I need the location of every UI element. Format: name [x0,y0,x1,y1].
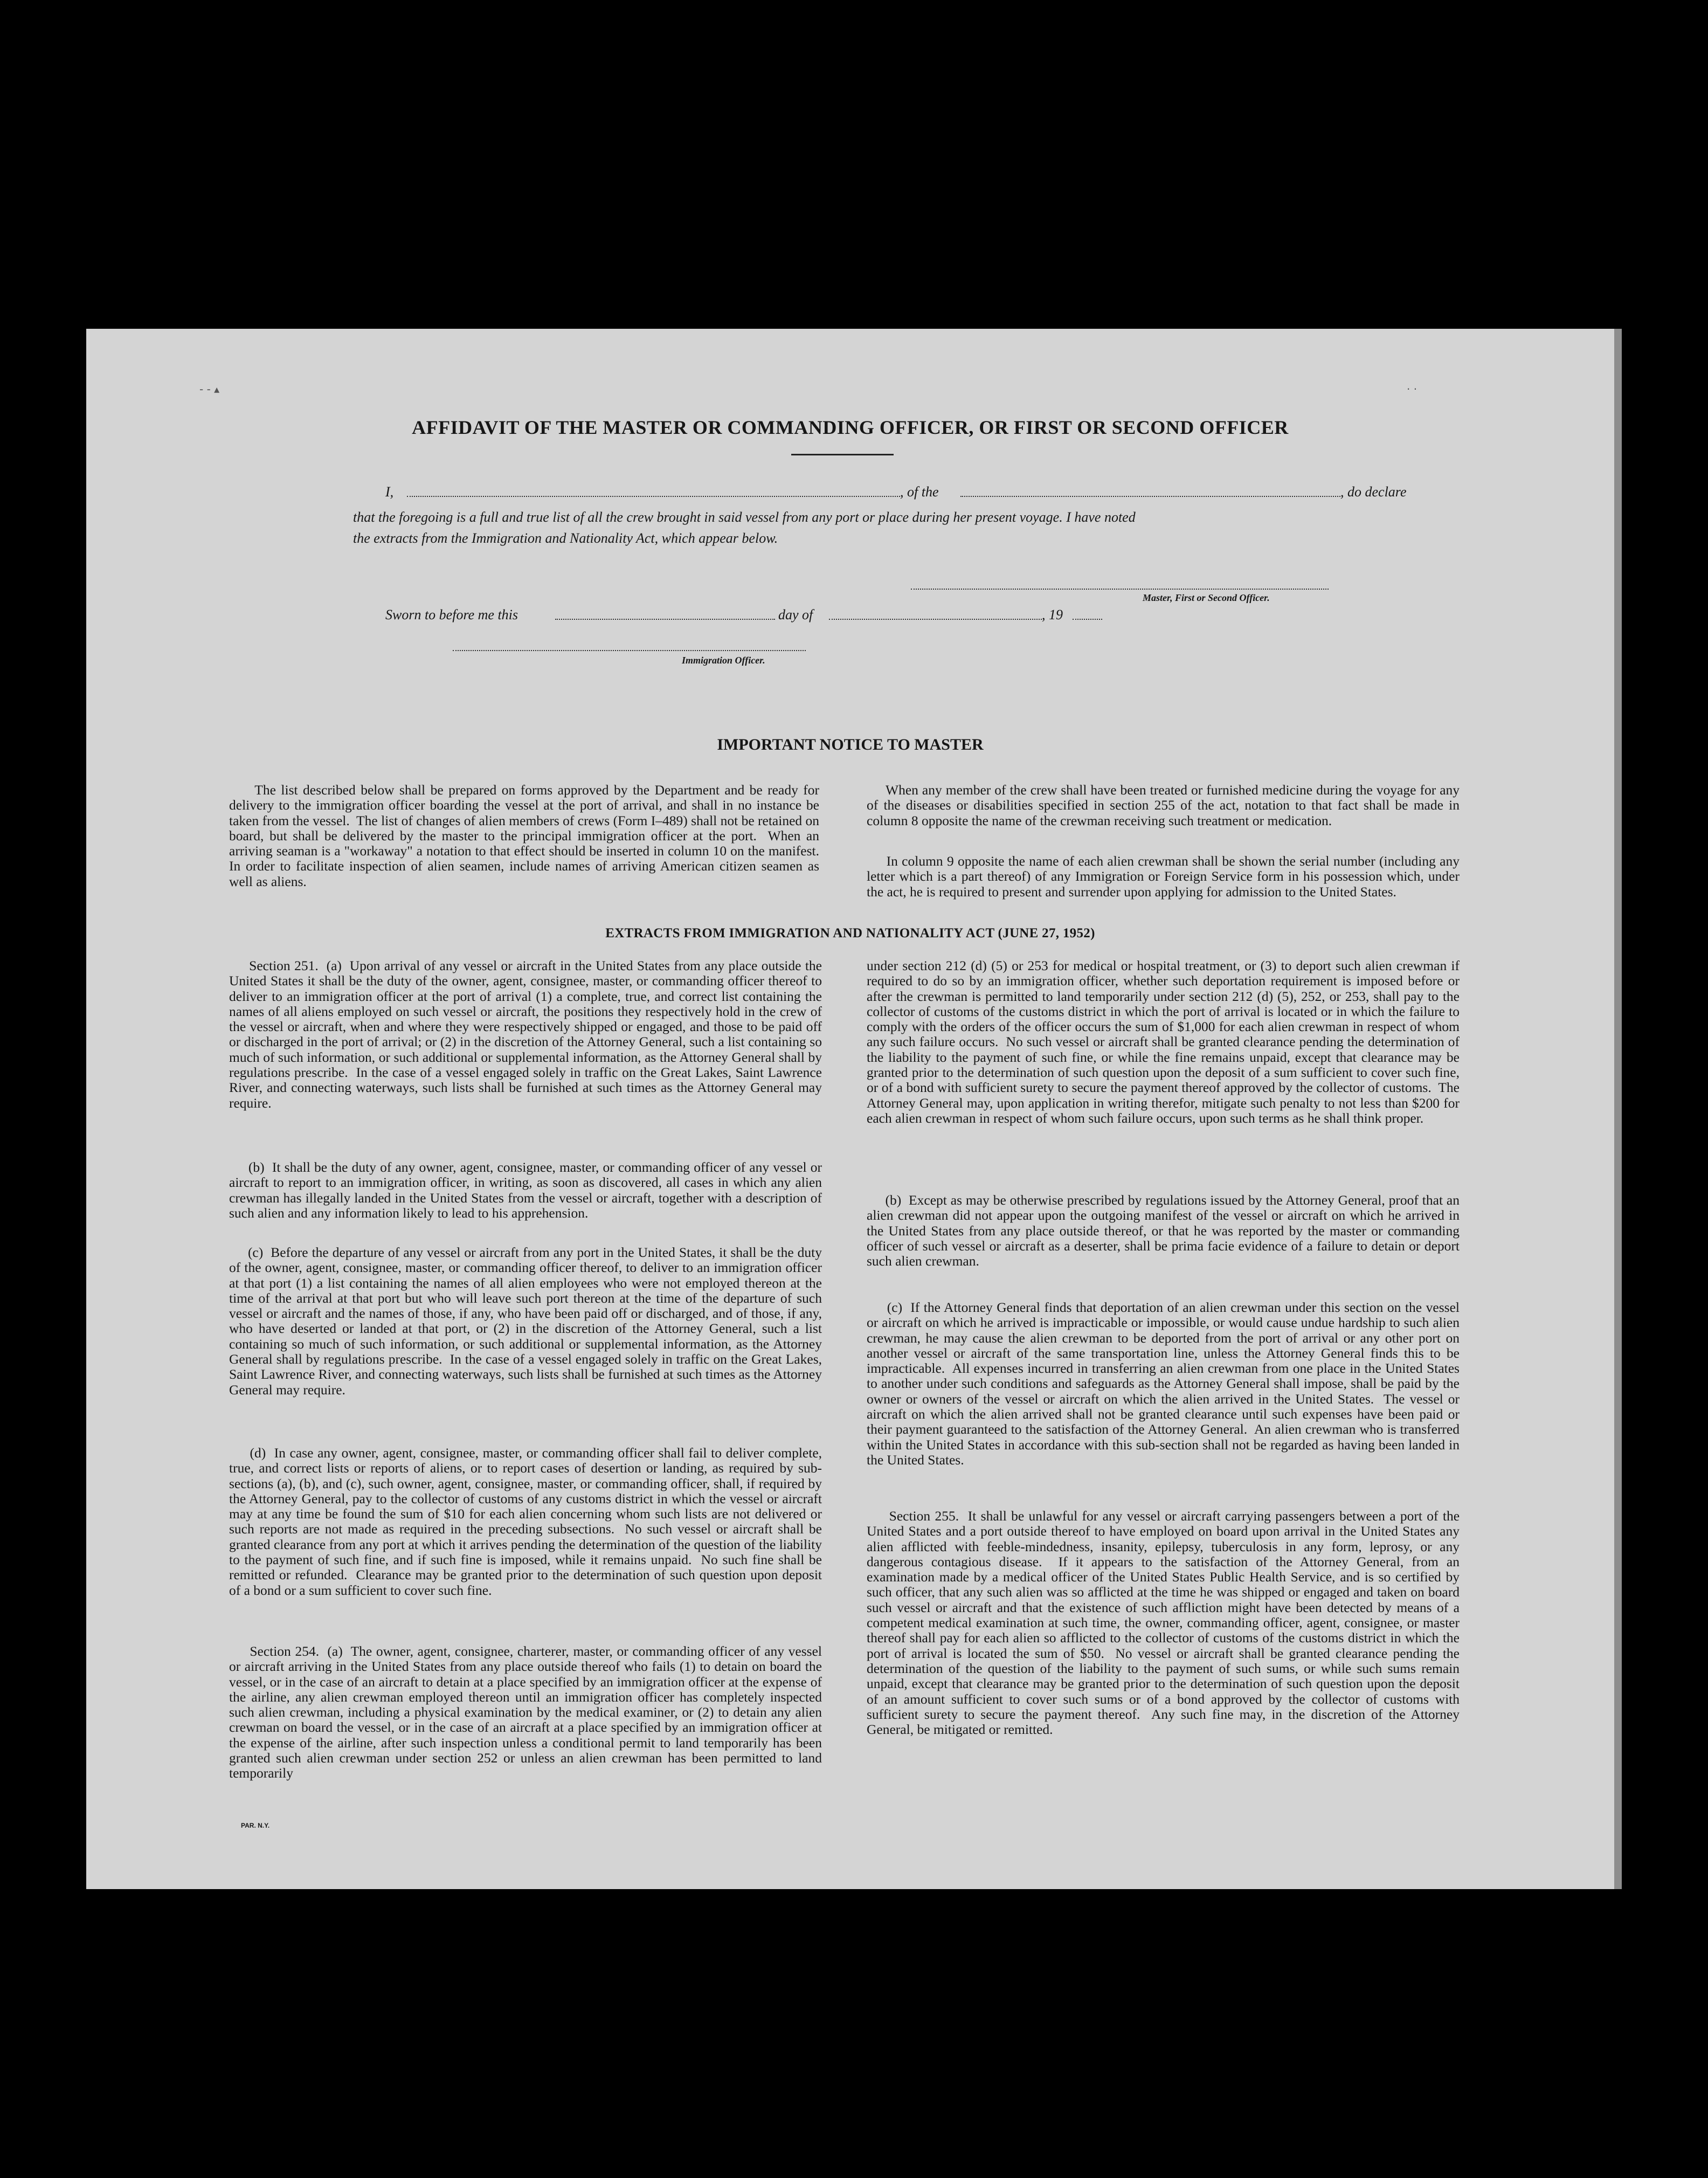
section-255: Section 255. It shall be unlawful for any vessel or aircraft carrying passengers between a port of the United States and a port outside thereof to have employed on board upon arrival in the United States any alien afflicted with feeble-mindedness, insanity, epilepsy, tuberculosis in any form, leprosy, or any dangerous contagious disease. If it appears to the satisfaction of the Attorney General, from an examination made by a medical officer of the United States Public Health Service, and is so certified by such officer, that any such alien was so afflicted at the time he was shipped or engaged and taken on board such vessel or aircraft and that the existence of such affliction might have been detected by means of a competent medical examination at such time, the owner, commanding officer, agent, consignee, or master thereof shall pay for each alien so afflicted to the collector of customs of the customs district in which the port of arrival is located the sum of $50. No vessel or aircraft shall be granted clearance pending the determination of the question of the liability to the payment of such sums, or while such sums remain unpaid, except that clearance may be granted prior to the determination of such question upon the deposit of an amount sufficient to cover such sums or of a bond approved by the collector of customs with sufficient surety to secure the payment thereof. Any such fine may, in the discretion of the Attorney General, be mitigated or remitted. [867,1508,1463,1738]
section-254a-continued: under section 212 (d) (5) or 253 for medical or hospital treatment, or (3) to deport such alien crewman if required to do so by an immigration officer, whether such deportation requirement is imposed before or after the crewman is permitted to land temporarily under section 212 (d) (5), 252, or 253, shall pay to the collector of customs of the customs district in which the port of arrival is located or in which the failure to comply with the orders of the officer occurs the sum of $1,000 for each alien crewman in respect of whom any such failure occurs. No such vessel or aircraft shall be granted clearance pending the determination of the liability to the payment of such fine, or while the fine remains unpaid, except that clearance may be granted prior to the determination of such question upon the deposit of a sum sufficient to cover such fine, or of a bond with sufficient surety to secure the payment thereof approved by the collector of customs. The Attorney General may, upon application in writing therefor, mitigate such penalty to not less than $200 for each alien crewman in respect of whom such failure occurs, upon such terms as he shall think proper. [867,958,1463,1126]
sworn-month-blank[interactable] [829,619,1042,620]
affidavit-of-the: , of the [900,484,939,500]
printer-mark: PAR. N.Y. [241,1822,270,1829]
master-signature-line[interactable] [911,589,1329,590]
page-edge [1614,329,1622,1889]
section-251a: Section 251. (a) Upon arrival of any vessel or aircraft in the United States from any place outside the United States it shall be the duty of the owner, agent, consignee, master, or commanding officer thereof to deliver to an immigration officer at the port of arrival (1) a complete, true, and correct list containing the names of all aliens employed on such vessel or aircraft, the positions they respectively hold in the crew of the vessel or aircraft, when and where they were respectively shipped or engaged, and those to be paid off or discharged in the port of arrival; or (2) in the discretion of the Attorney General, such a list containing so much of such information, or such additional or supplemental information, as the Attorney General shall by regulations prescribe. In the case of a vessel engaged solely in traffic on the Great Lakes, Saint Lawrence River, and connecting waterways, such lists shall be furnished at such times as the Attorney General may require. [229,958,826,1111]
document-page [86,329,1614,1889]
master-caption: Master, First or Second Officer. [1143,592,1270,603]
affidavit-do-declare: , do declare [1340,484,1407,500]
corner-mark-left: - - ▴ [199,383,220,396]
year-blank[interactable] [1073,619,1102,620]
day-of-text: day of [778,607,813,623]
notice-right-1: When any member of the crew shall have been treated or furnished medicine during the voyage for any of the diseases or disabilities specified in section 255 of the act, notation to that fact shall be made in column 8 opposite the name of the crewman receiving such treatment or medication. [867,782,1463,828]
affidavit-line-3: the extracts from the Immigration and Nationality Act, which appear below. [353,530,778,546]
officer-signature-line[interactable] [453,650,806,651]
vessel-blank[interactable] [960,496,1340,497]
notice-left: The list described below shall be prepared on forms approved by the Department and be ready for delivery to the immigration officer boarding the vessel at the port of arrival, and shall in no instance be taken from the vessel. The list of changes of alien members of crews (Form I–489) shall not be retained on board, but shall be delivered by the master to the principal immigration officer at the port. When an arriving seaman is a "workaway" a notation to that effect should be inserted in column 10 on the manifest. In order to facilitate inspection of alien seamen, include names of arriving American citizen seamen as well as aliens. [229,782,826,889]
corner-mark-right: · · [1407,383,1417,396]
extracts-heading: EXTRACTS FROM IMMIGRATION AND NATIONALITY ACT (JUNE 27, 1952) [605,926,1095,941]
year-text: , 19 [1042,607,1063,623]
notice-title: IMPORTANT NOTICE TO MASTER [717,736,984,753]
section-254b: (b) Except as may be otherwise prescribed by regulations issued by the Attorney General, proof that an alien crewman did not appear upon the outgoing manifest of the vessel or aircraft on which he arrived in the United States from any place outside thereof, or that he was reported by the master or commanding officer of such vessel or aircraft as a deserter, shall be prima facie evidence of a failure to detain or deport such alien crewman. [867,1192,1463,1269]
section-251d: (d) In case any owner, agent, consignee, master, or commanding officer shall fail to deliver complete, true, and correct lists or reports of aliens, or to report cases of desertion or landing, as required by sub-sections (a), (b), and (c), such owner, agent, consignee, master, or commanding officer, shall, if required by the Attorney General, pay to the collector of customs of any customs district in which the vessel or aircraft may at any time be found the sum of $10 for each alien concerning whom such lists are not delivered or such reports are not made as required in the preceding subsections. No such vessel or aircraft shall be granted clearance from any port at which it arrives pending the determination of the question of the liability to the payment of such fine, and if such fine is imposed, while it remains unpaid. No such fine shall be remitted or refunded. Clearance may be granted prior to the determination of such question upon deposit of a bond or a sum sufficient to cover such fine. [229,1445,826,1598]
affidavit-line-2: that the foregoing is a full and true list of all the crew brought in said vessel from any port or place during her present voyage. I have noted [353,509,1136,525]
notice-right-2: In column 9 opposite the name of each alien crewman shall be shown the serial number (including any letter which is a part thereof) of any Immigration or Foreign Service form in his possession which, under the act, he is required to present and surrender upon applying for admission to the United States. [867,853,1463,900]
section-251b: (b) It shall be the duty of any owner, agent, consignee, master, or commanding officer of any vessel or aircraft to report to an immigration officer, in writing, as soon as discovered, all cases in which any alien crewman has illegally landed in the United States from the vessel or aircraft, together with a description of such alien and any information likely to lead to his apprehension. [229,1159,826,1221]
affidavit-title: AFFIDAVIT OF THE MASTER OR COMMANDING OFFICER, OR FIRST OR SECOND OFFICER [412,417,1289,438]
name-blank[interactable] [407,496,900,497]
affidavit-i: I, [385,484,394,500]
title-underline [791,454,894,455]
sworn-text: Sworn to before me this [385,607,518,623]
section-254a: Section 254. (a) The owner, agent, consignee, charterer, master, or commanding officer of any vessel or aircraft arriving in the United States from any place outside thereof who fails (1) to detain on board the vessel, or in the case of an aircraft to detain at a place specified by an immigration officer at the expense of the airline, any alien crewman employed thereon until an immigration officer has completely inspected such alien crewman, including a physical examination by the medical examiner, or (2) to detain any alien crewman on board the vessel, or in the case of an aircraft at a place specified by an immigration officer at the expense of the airline, after such inspection unless a conditional permit to land temporarily has been granted such alien crewman under section 252 or unless an alien crewman has been permitted to land temporarily [229,1643,826,1781]
section-251c: (c) Before the departure of any vessel or aircraft from any port in the United States, it shall be the duty of the owner, agent, consignee, master, or commanding officer thereof, to deliver to an immigration officer at that port (1) a list containing the names of all alien employees who were not employed thereon at the time of the arrival at that port but who will leave such port thereon at the time of the departure of such vessel or aircraft and the names of those, if any, who have been paid off or discharged, and of those, if any, who have deserted or landed at that port, or (2) in the discretion of the Attorney General, such a list containing so much of such information, or such additional or supplemental information, as the Attorney General shall by regulations prescribe. In the case of a vessel engaged solely in traffic on the Great Lakes, Saint Lawrence River, and connecting waterways, such lists shall be furnished at such times as the Attorney General may require. [229,1244,826,1398]
officer-caption: Immigration Officer. [682,655,765,666]
section-254c: (c) If the Attorney General finds that deportation of an alien crewman under this section on the vessel or aircraft on which he arrived is impracticable or impossible, or would cause undue hardship to such alien crewman, he may cause the alien crewman to be deported from the port of arrival or any other port on another vessel or aircraft of the same transportation line, unless the Attorney General finds this to be impracticable. All expenses incurred in transferring an alien crewman from one place in the United States to another under such conditions and safeguards as the Attorney General shall impose, shall be paid by the owner or owners of the vessel or aircraft on which the alien arrived in the United States. The vessel or aircraft on which the alien arrived shall not be granted clearance until such expenses have been paid or their payment guaranteed to the satisfaction of the Attorney General. An alien crewman who is transferred within the United States in accordance with this sub-section shall not be regarded as having been landed in the United States. [867,1299,1463,1468]
sworn-day-blank[interactable] [555,619,775,620]
